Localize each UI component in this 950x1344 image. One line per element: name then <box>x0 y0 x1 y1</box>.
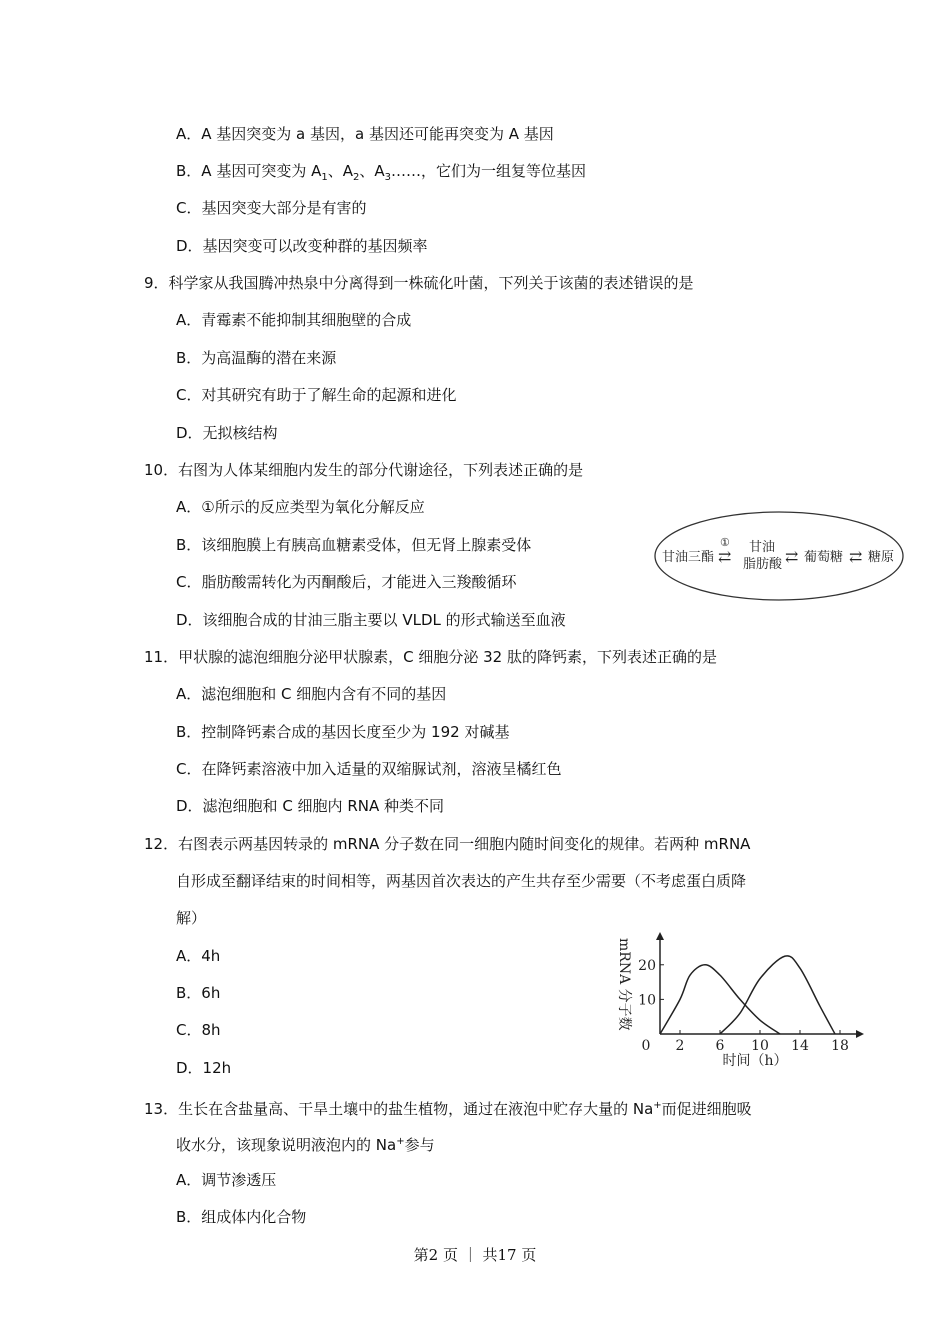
q12-option-c: C．8h <box>176 1021 221 1039</box>
x-axis-label: 时间（h） <box>722 1053 788 1069</box>
x-tick-label: 10 <box>751 1038 769 1054</box>
q10-option-d: D．该细胞合成的甘油三脂主要以 VLDL 的形式输送至血液 <box>176 611 566 629</box>
q9-option-b: B．为高温酶的潜在来源 <box>176 349 337 367</box>
q10-option-b: B．该细胞膜上有胰高血糖素受体，但无肾上腺素受体 <box>176 536 532 554</box>
q9-option-c: C．对其研究有助于了解生命的起源和进化 <box>176 386 457 404</box>
q12-option-d: D．12h <box>176 1059 232 1077</box>
node-glucose: 葡萄糖 <box>804 550 844 565</box>
node-glycerol: 甘油 <box>749 540 776 555</box>
x-tick-label: 6 <box>715 1038 725 1054</box>
q8-option-a: A．A 基因突变为 a 基因，a 基因还可能再突变为 A 基因 <box>176 125 554 143</box>
q10-option-a: A．①所示的反应类型为氧化分解反应 <box>176 498 425 516</box>
x-tick-label: 2 <box>675 1038 685 1054</box>
q13-stem-line1: 13．生长在含盐量高、干旱土壤中的盐生植物，通过在液泡中贮存大量的 Na+而促进细胞吸 <box>144 1100 752 1118</box>
q11-option-a: A．滤泡细胞和 C 细胞内含有不同的基因 <box>176 685 447 703</box>
step-1-label: ① <box>720 536 730 549</box>
x-axis-arrow <box>856 1030 864 1038</box>
q11-option-b: B．控制降钙素合成的基因长度至少为 192 对碱基 <box>176 723 510 741</box>
q12-stem-line3: 解） <box>176 909 207 927</box>
q10-option-c: C．脂肪酸需转化为丙酮酸后，才能进入三羧酸循环 <box>176 573 517 591</box>
node-fatty-acid: 脂肪酸 <box>743 557 783 572</box>
q12-stem-line1: 12．右图表示两基因转录的 mRNA 分子数在同一细胞内随时间变化的规律。若两种 mRNA <box>144 835 751 853</box>
y-tick-label: 10 <box>638 992 656 1009</box>
metabolic-pathway-diagram <box>652 508 906 604</box>
page-footer: 第2 页 ｜ 共17 页 <box>413 1246 537 1264</box>
mrna-chart <box>612 932 870 1070</box>
arrow-1: ⇄ <box>718 547 732 566</box>
arrow-3: ⇄ <box>849 547 863 566</box>
x-tick-label: 14 <box>791 1038 809 1054</box>
y-tick-label: 20 <box>638 957 656 974</box>
q11-option-d: D．滤泡细胞和 C 细胞内 RNA 种类不同 <box>176 797 445 815</box>
q13-stem-line2: 收水分，该现象说明液泡内的 Na+参与 <box>176 1136 435 1154</box>
q11-option-c: C．在降钙素溶液中加入适量的双缩脲试剂，溶液呈橘红色 <box>176 760 562 778</box>
q9-option-d: D．无拟核结构 <box>176 424 278 442</box>
q13-option-a: A．调节渗透压 <box>176 1171 277 1189</box>
x-tick-label: 18 <box>831 1038 849 1054</box>
node-glycogen: 糖原 <box>868 550 895 565</box>
q10-stem: 10．右图为人体某细胞内发生的部分代谢途径，下列表述正确的是 <box>144 461 584 479</box>
q11-stem: 11．甲状腺的滤泡细胞分泌甲状腺素，C 细胞分泌 32 肽的降钙素，下列表述正确的是 <box>144 648 717 666</box>
q13-option-b: B．组成体内化合物 <box>176 1208 307 1226</box>
q9-stem: 9．科学家从我国腾冲热泉中分离得到一株硫化叶菌，下列关于该菌的表述错误的是 <box>144 274 694 292</box>
x-tick-label: 0 <box>641 1038 651 1054</box>
q12-option-b: B．6h <box>176 984 221 1002</box>
q9-option-a: A．青霉素不能抑制其细胞壁的合成 <box>176 311 412 329</box>
y-axis-arrow <box>656 932 664 940</box>
node-triglyceride: 甘油三酯 <box>662 550 715 565</box>
series-line-2 <box>720 956 835 1034</box>
q8-option-b: B．A 基因可突变为 $A_1$、$A_2$、$A_3\dots\dots$，它们为一组复等位基因 <box>176 162 587 183</box>
q8-option-d: D．基因突变可以改变种群的基因频率 <box>176 237 428 255</box>
q12-option-a: A．4h <box>176 947 221 965</box>
q8-option-c: C．基因突变大部分是有害的 <box>176 199 367 217</box>
arrow-2: ⇄ <box>785 547 799 566</box>
q12-stem-line2: 自形成至翻译结束的时间相等，两基因首次表达的产生共存至少需要（不考虑蛋白质降 <box>176 872 747 890</box>
y-axis-label: mRNA 分子数 <box>616 938 632 1031</box>
